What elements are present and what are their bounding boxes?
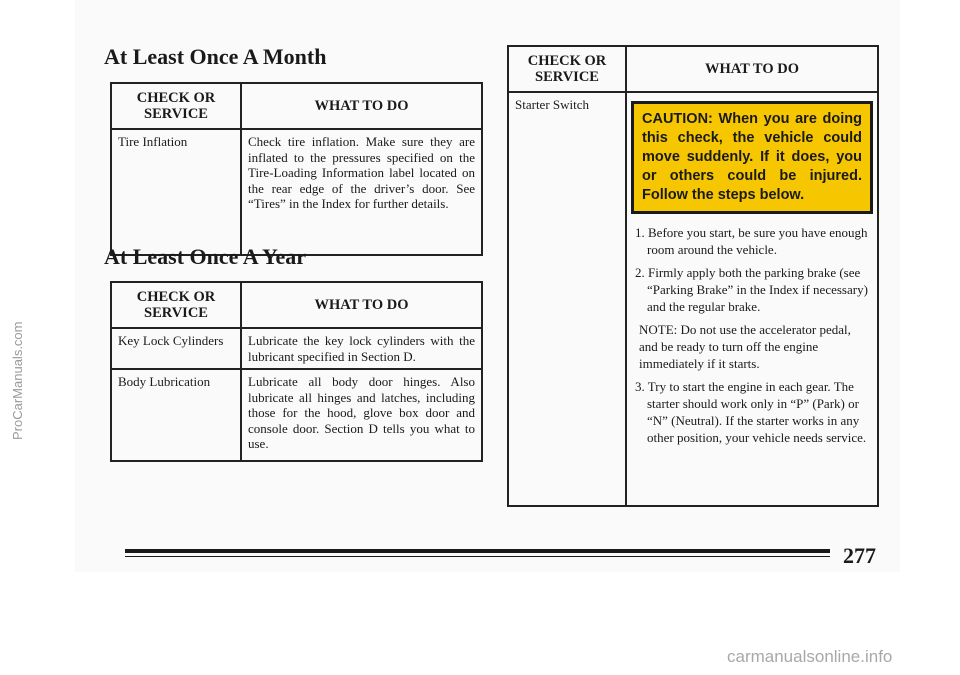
table-row bbox=[111, 328, 482, 369]
starter-step-1: 1. Before you start, be sure you have enough room around the vehicle. bbox=[635, 225, 868, 257]
starter-step-3: 3. Try to start the engine in each gear. The starter should work only in “P” (Park) or “N” (Neutral). If the starter works in any other position, your vehicle needs service. bbox=[635, 379, 867, 445]
monthly-section-title: At Least Once A Month bbox=[104, 44, 327, 69]
starter-header-check: CHECK OR SERVICE bbox=[508, 46, 626, 92]
bottom-watermark: carmanualsonline.info bbox=[727, 647, 893, 666]
table-row bbox=[111, 129, 482, 255]
yearly-table bbox=[110, 281, 483, 462]
monthly-action: Check tire inflation. Make sure they are inflated to the pressures specified on the Tire-Loading Information label located on the rear edge of the driver’s door. See “Tires” in the Index for further details. bbox=[241, 129, 482, 255]
starter-item: Starter Switch bbox=[508, 92, 626, 506]
starter-header-what: WHAT TO DO bbox=[626, 46, 878, 92]
starter-note: NOTE: Do not use the accelerator pedal, and be ready to turn off the engine immediately if it starts. bbox=[639, 322, 851, 371]
yearly-header-check: CHECK OR SERVICE bbox=[111, 282, 241, 328]
yearly-item-key-lock: Key Lock Cylinders bbox=[111, 328, 241, 369]
caution-box: CAUTION: When you are doing this check, the vehicle could move suddenly. If it does, you or others could be injured. Follow the steps below. bbox=[631, 101, 873, 214]
yearly-header-what: WHAT TO DO bbox=[241, 282, 482, 328]
starter-table bbox=[507, 45, 879, 507]
starter-step-2: 2. Firmly apply both the parking brake (see “Parking Brake” in the Index if necessary) and the regular brake. bbox=[635, 265, 868, 314]
page-number: 277 bbox=[843, 543, 876, 568]
yearly-action-key-lock: Lubricate the key lock cylinders with the lubricant specified in Section D. bbox=[241, 328, 482, 369]
monthly-header-what: WHAT TO DO bbox=[241, 83, 482, 129]
table-row bbox=[508, 92, 878, 506]
footer-rule-thin bbox=[125, 556, 830, 557]
footer-rule-thick bbox=[125, 549, 830, 553]
monthly-item: Tire Inflation bbox=[111, 129, 241, 255]
monthly-header-check: CHECK OR SERVICE bbox=[111, 83, 241, 129]
table-row bbox=[111, 369, 482, 461]
yearly-item-body: Body Lubrication bbox=[111, 369, 241, 461]
monthly-table bbox=[110, 82, 483, 256]
yearly-action-body: Lubricate all body door hinges. Also lubricate all hinges and latches, including those for the hood, glove box door and console door. Section D tells you what to use. bbox=[241, 369, 482, 461]
yearly-section-title: At Least Once A Year bbox=[104, 244, 307, 269]
side-watermark: ProCarManuals.com bbox=[10, 321, 25, 440]
